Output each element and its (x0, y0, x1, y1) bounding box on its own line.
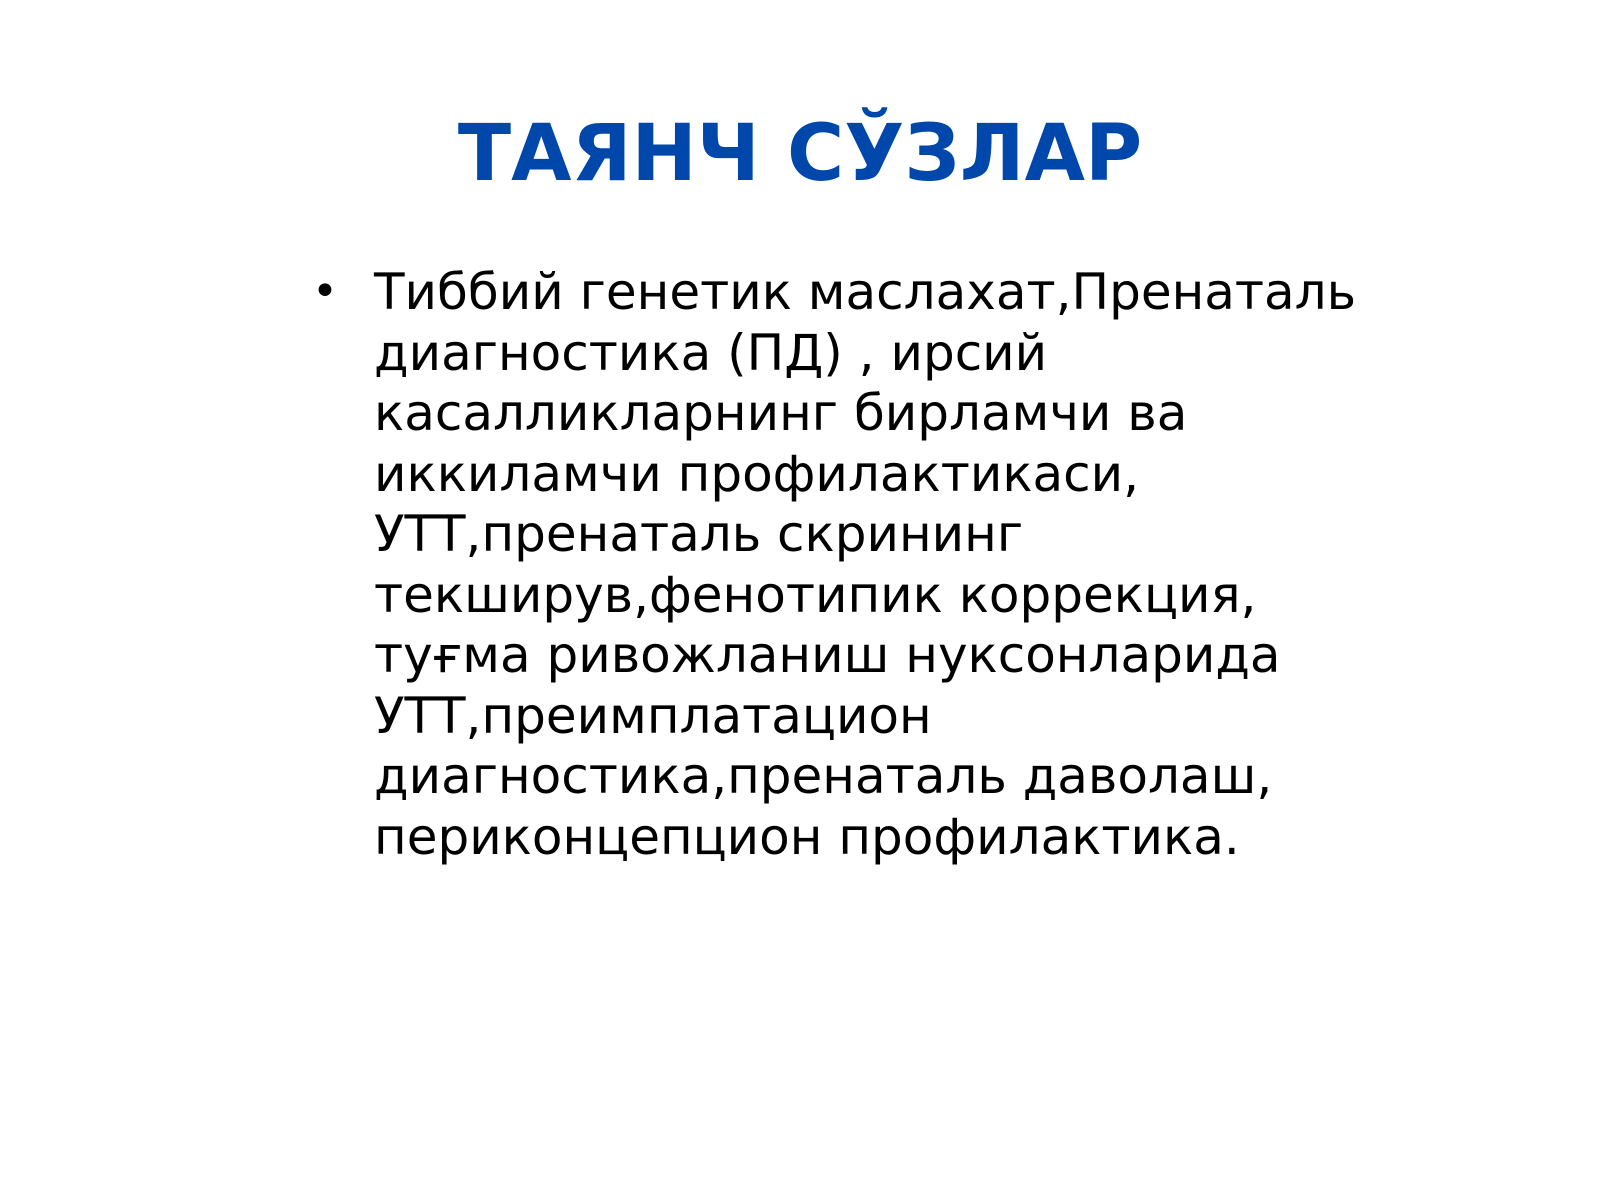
bullet-line: УТТ,преимплатацион (374, 686, 932, 745)
bullet-line: диагностика,пренаталь даволаш, (374, 747, 1273, 805)
bullet-line: туғма ривожланиш нуксонларида (374, 626, 1281, 684)
bullet-item (308, 262, 1357, 867)
bullet-line: периконцепцион профилактика. (374, 807, 1240, 866)
bullet-line: текширув,фенотипик коррекция, (374, 565, 1257, 624)
bullet-line: иккиламчи профилактикаси, (374, 444, 1140, 503)
bullet-line: касалликларнинг бирламчи ва (374, 384, 1188, 442)
bullet-list (308, 262, 1357, 867)
slide-title: ТАЯНЧ СЎЗЛАР (457, 109, 1143, 199)
bullet-marker: • (312, 266, 338, 317)
bullet-line: диагностика (ПД) , ирсий (374, 323, 1048, 382)
bullet-line: УТТ,пренаталь скрининг (374, 505, 1024, 563)
bullet-line: Тиббий генетик маслахат,Пренаталь (374, 263, 1357, 321)
